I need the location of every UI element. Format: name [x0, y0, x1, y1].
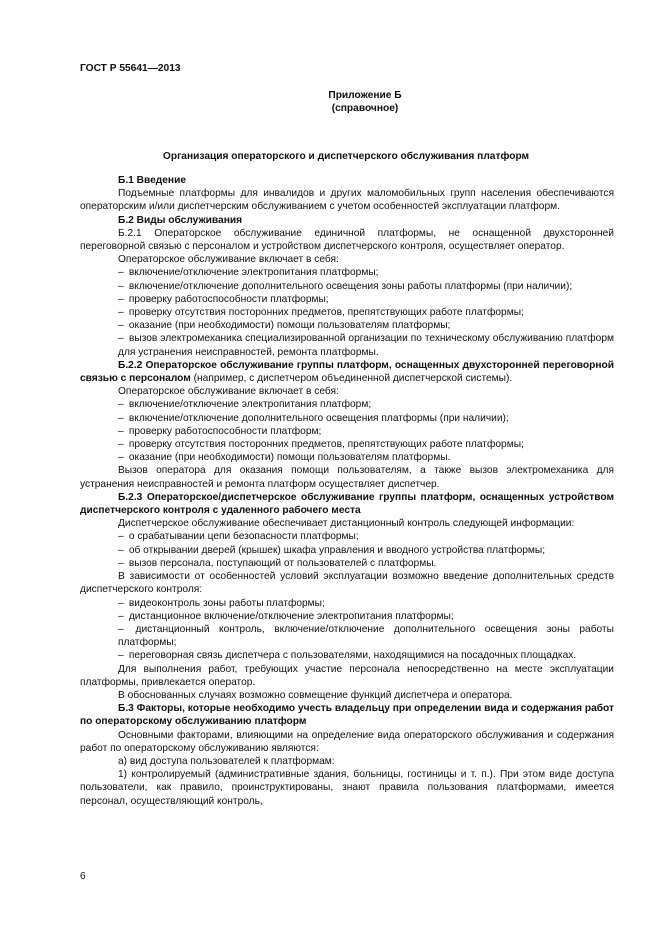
- annex-header: [300, 89, 430, 115]
- list-item-text: включение/отключение дополнительного освещения зоны работы платформы (при наличии);: [128, 280, 573, 292]
- list-item: [80, 530, 614, 543]
- list-dash: –: [118, 293, 124, 305]
- bullet-list: [80, 597, 614, 663]
- list-item: [80, 332, 614, 358]
- paragraph-text: (например, с диспетчером объединенной диспетчерской системы).: [190, 373, 513, 385]
- bullet-list: [80, 530, 614, 570]
- list-item-text: включение/отключение дополнительного освещения платформы (при наличии);: [128, 412, 509, 424]
- list-item-text: вызов электромеханика специализированной организации по техническому обслуживанию платформ для устранения неисправностей, ремонта платформы.: [118, 333, 614, 358]
- list-item-text: включение/отключение электропитания платформы;: [128, 267, 379, 279]
- list-dash: –: [118, 439, 124, 451]
- list-item: [80, 451, 614, 464]
- list-dash: –: [118, 531, 124, 543]
- paragraph: Основными факторами, влияющими на определение вида операторского обслуживания и содержания работ по операторскому обслуживанию являются:: [80, 729, 614, 754]
- list-dash: –: [118, 399, 124, 411]
- list-item-text: проверку отсутствия посторонних предметов, препятствующих работе платформы;: [128, 439, 524, 451]
- document-title: Организация операторского и диспетчерского обслуживания платформ: [162, 151, 530, 162]
- list-item-text: переговорная связь диспетчера с пользователями, находящимися на посадочных площадках.: [128, 650, 577, 662]
- list-dash: –: [118, 544, 124, 556]
- paragraph: а) вид доступа пользователей к платформам:: [118, 755, 335, 767]
- list-item-text: дистанционный контроль, включение/отключение дополнительного освещения зоны работы платформы;: [118, 623, 614, 649]
- list-item: [80, 623, 614, 649]
- paragraph: 1) контролируемый (административные здания, больницы, гостиницы и т. п.). При этом виде доступа пользователи, как правило, проинструктированы, знают правила пользования платформами, имеется персонал, осуществляющий контроль,: [80, 769, 614, 807]
- paragraph: Операторское обслуживание включает в себя:: [118, 386, 339, 398]
- list-item: [80, 610, 614, 623]
- list-item: [80, 557, 614, 570]
- annex-type: (справочное): [331, 103, 399, 115]
- paragraph: В обоснованных случаях возможно совмещение функций диспетчера и оператора.: [118, 689, 513, 701]
- section-heading: Б.2 Виды обслуживания: [118, 214, 243, 226]
- list-item: [80, 597, 614, 610]
- paragraph: В зависимости от особенностей условий эксплуатации возможно введение дополнительных средств диспетчерского контроля:: [80, 571, 614, 596]
- list-item: [80, 438, 614, 451]
- paragraph: Для выполнения работ, требующих участие персонала непосредственно на месте эксплуатации платформы, привлекается оператор.: [80, 663, 614, 688]
- section-heading: Б.1 Введение: [118, 175, 187, 186]
- list-item-text: проверку работоспособности платформ;: [128, 425, 322, 437]
- document-body: [80, 174, 614, 808]
- section-heading: Б.3 Факторы, которые необходимо учесть владельцу при определении вида и содержания работ по операторскому обслуживанию платформ: [80, 703, 614, 728]
- list-item-text: проверку отсутствия посторонних предметов, препятствующих работе платформы;: [128, 307, 524, 319]
- list-item-text: оказание (при необходимости) помощи пользователям платформы.: [128, 452, 451, 464]
- list-item: [80, 306, 614, 319]
- list-dash: –: [118, 307, 124, 319]
- list-item-text: о срабатывании цепи безопасности платформы;: [128, 531, 359, 543]
- list-item: [80, 319, 614, 332]
- list-item: [80, 398, 614, 411]
- list-item-text: вызов персонала, поступающий от пользователей с платформы.: [128, 557, 437, 569]
- list-item-text: видеоконтроль зоны работы платформы;: [128, 597, 325, 609]
- list-dash: –: [118, 425, 124, 437]
- list-item-text: дистанционное включение/отключение электропитания платформы;: [128, 610, 454, 622]
- list-item-text: оказание (при необходимости) помощи пользователям платформы;: [128, 320, 451, 332]
- list-dash: –: [118, 333, 124, 345]
- list-item: [80, 280, 614, 293]
- paragraph: Подъемные платформы для инвалидов и других маломобильных групп населения обеспечиваются операторским и/или диспетчерским обслуживанием с учетом особенностей эксплуатации платформ.: [80, 188, 614, 213]
- list-dash: –: [118, 623, 124, 635]
- list-item: [80, 649, 614, 662]
- paragraph: Вызов оператора для оказания помощи пользователям, а также вызов электромеханика для устранения неисправностей и ремонта платформ осуществляет диспетчер.: [80, 465, 614, 490]
- list-dash: –: [118, 267, 124, 279]
- list-item-text: проверку работоспособности платформы;: [128, 293, 329, 305]
- list-dash: –: [118, 650, 124, 662]
- standard-number: ГОСТ Р 55641—2013: [80, 63, 181, 74]
- list-dash: –: [118, 280, 124, 292]
- list-item: [80, 266, 614, 279]
- bullet-list: [80, 398, 614, 464]
- paragraph: Операторское обслуживание включает в себя:: [118, 254, 339, 266]
- list-dash: –: [118, 610, 124, 622]
- page-number: 6: [80, 871, 86, 882]
- list-item: [80, 293, 614, 306]
- bullet-list: [80, 266, 614, 358]
- annex-title: Приложение Б: [328, 90, 402, 101]
- list-dash: –: [118, 452, 124, 464]
- subsection-heading: Б.2.3 Операторское/диспетчерское обслуживание группы платформ, оснащенных устройством диспетчерского контроля с удаленного рабочего места: [80, 491, 614, 517]
- paragraph: Б.2.1 Операторское обслуживание единичной платформы, не оснащенной двухсторонней переговорной связью с персоналом и устройством диспетчерского контроля, осуществляет оператор.: [80, 227, 614, 253]
- list-dash: –: [118, 320, 124, 332]
- list-item: [80, 425, 614, 438]
- list-item: [80, 544, 614, 557]
- subsection-heading: Б.2.2 Операторское обслуживание группы платформ, оснащенных двухсторонней переговорной связью с персоналом: [80, 359, 614, 385]
- list-dash: –: [118, 412, 124, 424]
- list-dash: –: [118, 597, 124, 609]
- list-item: [80, 412, 614, 425]
- list-item-text: включение/отключение электропитания платформ;: [128, 399, 372, 411]
- list-item-text: об открывании дверей (крышек) шкафа управления и вводного устройства платформы;: [128, 544, 546, 556]
- list-dash: –: [118, 557, 124, 569]
- paragraph: [80, 359, 614, 385]
- paragraph: Диспетчерское обслуживание обеспечивает дистанционный контроль следующей информации:: [118, 518, 575, 530]
